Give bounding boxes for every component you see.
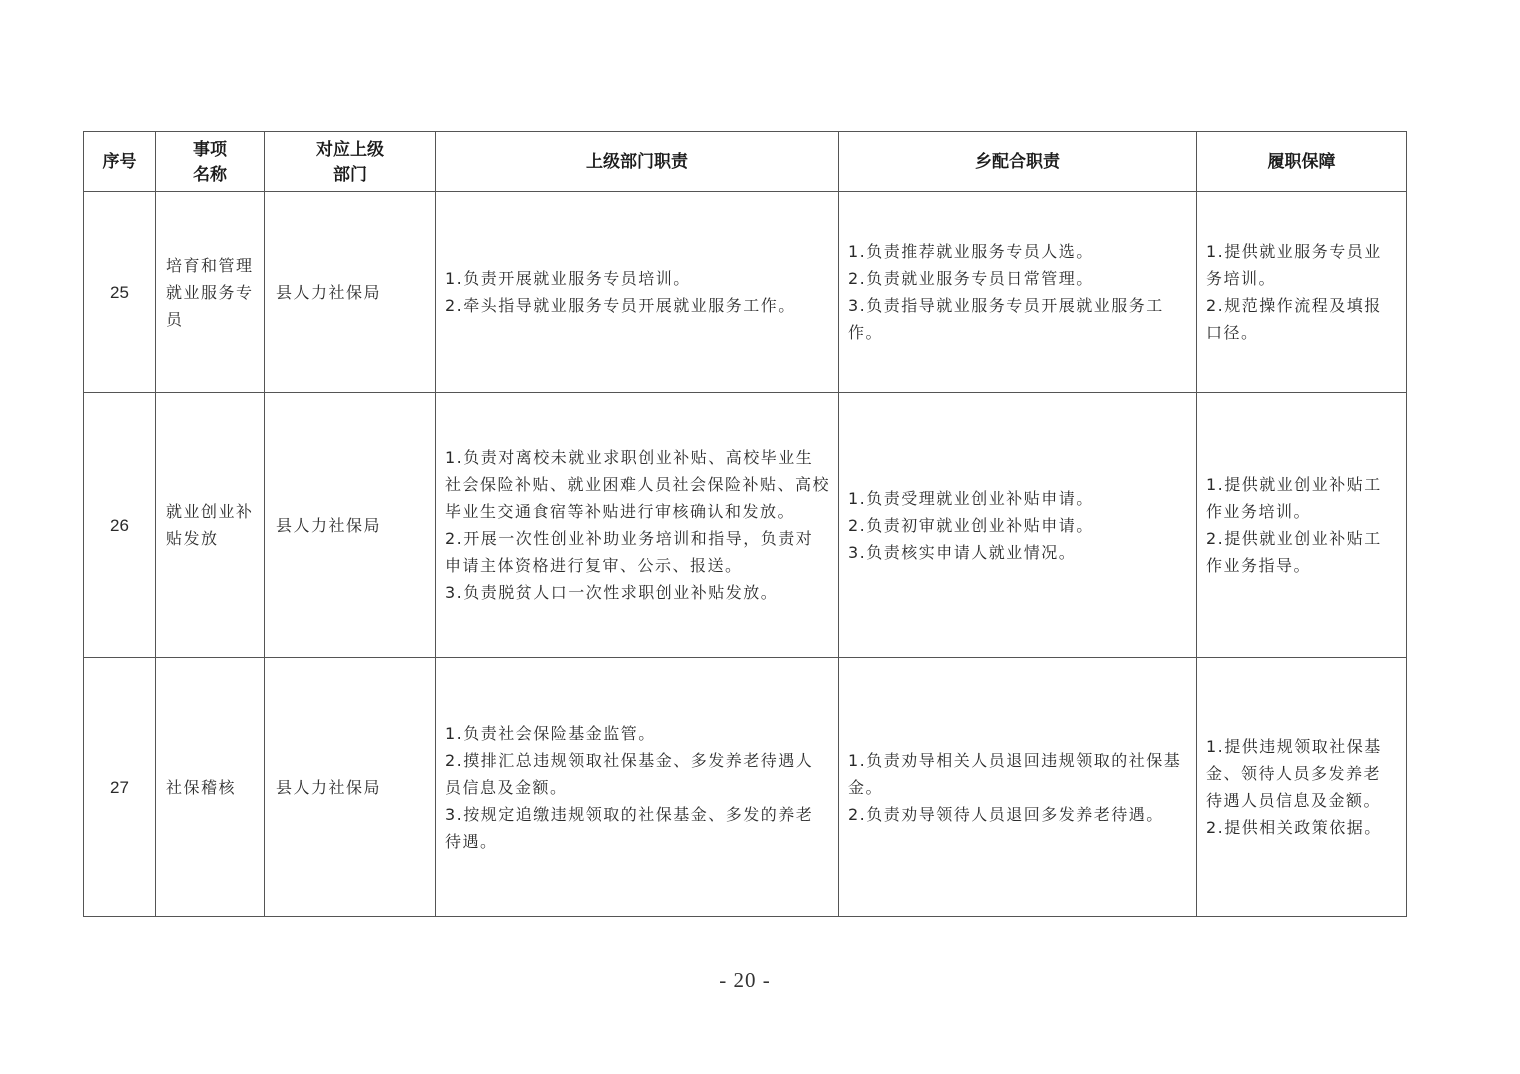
- table-row: [84, 658, 1407, 917]
- town-duties-cell: [839, 658, 1197, 917]
- item-name-cell: 社保稽核: [156, 658, 265, 917]
- town-duties-cell: [839, 192, 1197, 393]
- table-row: [84, 192, 1407, 393]
- table-row: [84, 393, 1407, 658]
- superior-duties-cell: [436, 192, 839, 393]
- guarantee-cell: [1197, 658, 1407, 917]
- item-name-cell: 就业创业补贴发放: [156, 393, 265, 658]
- guarantee-item: 2.提供就业创业补贴工作业务指导。: [1206, 529, 1382, 575]
- guarantee-item: 1.提供违规领取社保基金、领待人员多发养老待遇人员信息及金额。: [1206, 737, 1382, 810]
- table-header-row: [84, 132, 1407, 192]
- header-superior-dept: 对应上级 部门: [265, 132, 436, 192]
- dept-cell: 县人力社保局: [265, 393, 436, 658]
- town-duties-cell: [839, 393, 1197, 658]
- duty-table: [83, 131, 1407, 917]
- dept-cell: 县人力社保局: [265, 192, 436, 393]
- guarantee-cell: [1197, 393, 1407, 658]
- duty-item: 1.负责劝导相关人员退回违规领取的社保基金。: [848, 750, 1182, 797]
- duty-item: 2.负责初审就业创业补贴申请。: [848, 515, 1094, 535]
- duty-item: 3.负责核实申请人就业情况。: [848, 542, 1077, 562]
- duty-item: 2.开展一次性创业补助业务培训和指导，负责对申请主体资格进行复审、公示、报送。: [445, 529, 814, 575]
- duty-item: 1.负责推荐就业服务专员人选。: [848, 242, 1094, 261]
- header-guarantee: 履职保障: [1197, 132, 1407, 192]
- duty-item: 1.负责开展就业服务专员培训。: [445, 269, 691, 288]
- duty-item: 2.摸排汇总违规领取社保基金、多发养老待遇人员信息及金额。: [445, 750, 814, 797]
- duty-item: 2.负责就业服务专员日常管理。: [848, 269, 1094, 288]
- guarantee-item: 2.规范操作流程及填报口径。: [1206, 296, 1382, 342]
- duty-item: 3.负责脱贫人口一次性求职创业补贴发放。: [445, 583, 779, 602]
- item-name-cell: 培育和管理就业服务专员: [156, 192, 265, 393]
- superior-duties-cell: [436, 393, 839, 658]
- seq-cell: 27: [84, 658, 156, 917]
- duty-item: 3.按规定追缴违规领取的社保基金、多发的养老待遇。: [445, 804, 814, 851]
- guarantee-item: 1.提供就业服务专员业务培训。: [1206, 242, 1382, 288]
- duty-item: 3.负责指导就业服务专员开展就业服务工作。: [848, 296, 1164, 342]
- duty-item: 1.负责受理就业创业补贴申请。: [848, 488, 1094, 508]
- header-item-name: 事项 名称: [156, 132, 265, 192]
- header-town-duties: 乡配合职责: [839, 132, 1197, 192]
- guarantee-cell: [1197, 192, 1407, 393]
- superior-duties-cell: [436, 658, 839, 917]
- seq-cell: 25: [84, 192, 156, 393]
- duty-item: 1.负责社会保险基金监管。: [445, 723, 656, 743]
- header-superior-duties: 上级部门职责: [436, 132, 839, 192]
- seq-cell: 26: [84, 393, 156, 658]
- dept-cell: 县人力社保局: [265, 658, 436, 917]
- guarantee-item: 1.提供就业创业补贴工作业务培训。: [1206, 475, 1382, 521]
- duty-item: 2.牵头指导就业服务专员开展就业服务工作。: [445, 296, 796, 315]
- duty-item: 1.负责对离校未就业求职创业补贴、高校毕业生社会保险补贴、就业困难人员社会保险补贴、高校毕业生交通食宿等补贴进行审核确认和发放。: [445, 448, 831, 521]
- guarantee-item: 2.提供相关政策依据。: [1206, 818, 1382, 837]
- page-number: - 20 -: [719, 968, 771, 992]
- duty-item: 2.负责劝导领待人员退回多发养老待遇。: [848, 804, 1164, 824]
- header-seq: 序号: [84, 132, 156, 192]
